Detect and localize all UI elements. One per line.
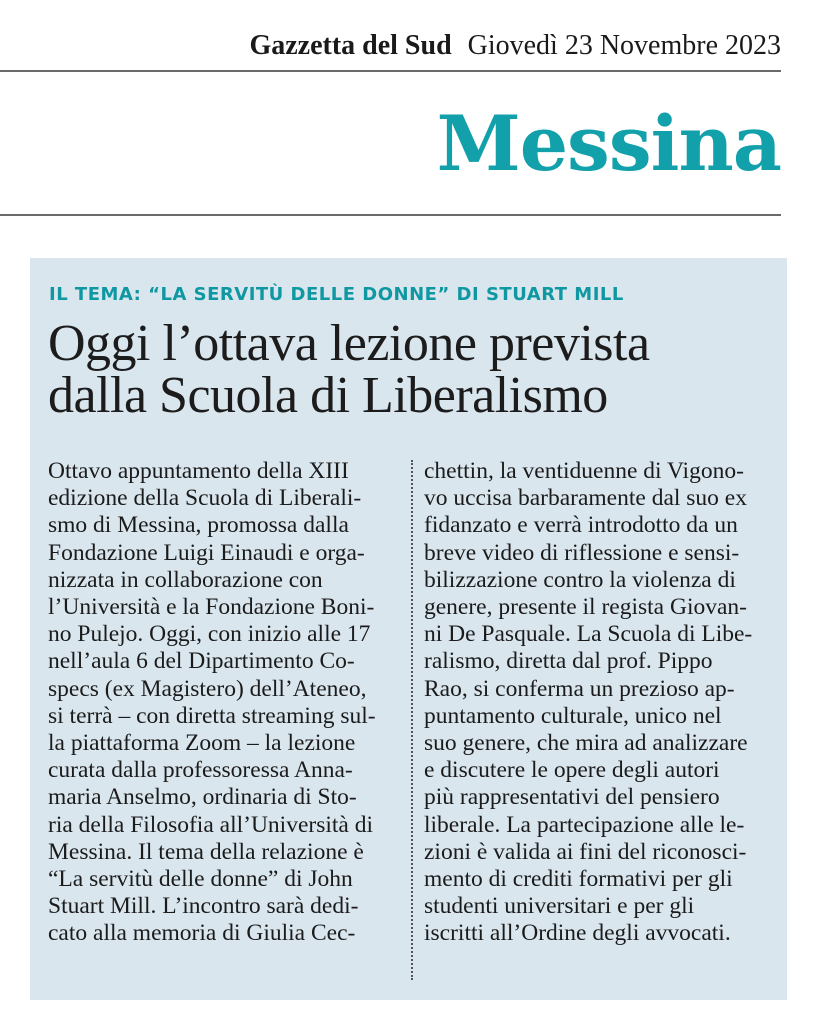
newspaper-name: Gazzetta del Sud	[249, 30, 452, 61]
body-line: ralismo, diretta dal prof. Pippo	[424, 648, 713, 675]
body-line: si terrà – con diretta streaming sul-	[48, 702, 376, 729]
body-line: smo di Messina, promossa dalla	[48, 512, 349, 539]
body-line: studenti universitari e per gli	[424, 893, 695, 920]
section-title: Messina	[436, 99, 781, 188]
body-line: zioni è valida ai fini del riconosci-	[424, 838, 747, 865]
body-column-right	[424, 458, 769, 948]
body-line: mento di crediti formativi per gli	[424, 866, 733, 893]
body-line: “La servitù delle donne” di John	[48, 866, 353, 893]
body-line: chettin, la ventiduenne di Vigono-	[424, 458, 744, 484]
body-line: genere, presente il regista Giovan-	[424, 594, 747, 621]
body-line: Ottavo appuntamento della XIII	[48, 458, 349, 484]
body-line: più rappresentativi del pensiero	[424, 784, 720, 811]
body-line: fidanzato e verrà introdotto da un	[424, 512, 738, 539]
body-line: bilizzazione contro la violenza di	[424, 566, 736, 593]
body-line: specs (ex Magistero) dell’Ateneo,	[48, 675, 367, 702]
body-line: ria della Filosofia all’Università di	[48, 811, 373, 838]
body-line: liberale. La partecipazione alle le-	[424, 811, 745, 838]
body-line: Rao, si conferma un prezioso ap-	[424, 675, 735, 702]
masthead-rule	[0, 70, 781, 72]
section-rule	[0, 214, 781, 216]
body-line: no Pulejo. Oggi, con inizio alle 17	[48, 621, 371, 648]
body-line: Fondazione Luigi Einaudi e orga-	[48, 539, 365, 566]
body-line: breve video di riflessione e sensi-	[424, 539, 740, 566]
body-line: vo uccisa barbaramente dal suo ex	[424, 485, 747, 512]
body-line: Messina. Il tema della relazione è	[48, 838, 364, 865]
article-box	[30, 258, 787, 1000]
body-column-left	[48, 458, 393, 948]
body-line: e discutere le opere degli autori	[424, 757, 720, 784]
article-headline	[48, 315, 778, 424]
body-line: cato alla memoria di Giulia Cec-	[48, 920, 356, 947]
masthead	[0, 30, 781, 62]
body-line: curata dalla professoressa Anna-	[48, 757, 353, 784]
body-line: Stuart Mill. L’incontro sarà dedi-	[48, 893, 359, 920]
body-line: nell’aula 6 del Dipartimento Co-	[48, 648, 355, 675]
body-line: maria Anselmo, ordinaria di Sto-	[48, 784, 357, 811]
article-kicker: IL TEMA: “LA SERVITÙ DELLE DONNE” DI STUART MILL	[49, 284, 624, 305]
body-line: puntamento culturale, unico nel	[424, 702, 722, 729]
body-line: iscritti all’Ordine degli avvocati.	[424, 920, 731, 947]
issue-date: Giovedì 23 Novembre 2023	[467, 30, 781, 61]
body-line: edizione della Scuola di Liberali-	[48, 485, 362, 512]
column-divider	[411, 460, 413, 980]
body-line: suo genere, che mira ad analizzare	[424, 730, 748, 757]
body-line: nizzata in collaborazione con	[48, 566, 323, 593]
body-line: l’Università e la Fondazione Boni-	[48, 594, 375, 621]
headline-line: Oggi l’ottava lezione prevista	[48, 315, 650, 372]
headline-line: dalla Scuola di Liberalismo	[48, 367, 608, 424]
body-line: la piattaforma Zoom – la lezione	[48, 730, 356, 757]
body-line: ni De Pasquale. La Scuola di Libe-	[424, 621, 753, 648]
